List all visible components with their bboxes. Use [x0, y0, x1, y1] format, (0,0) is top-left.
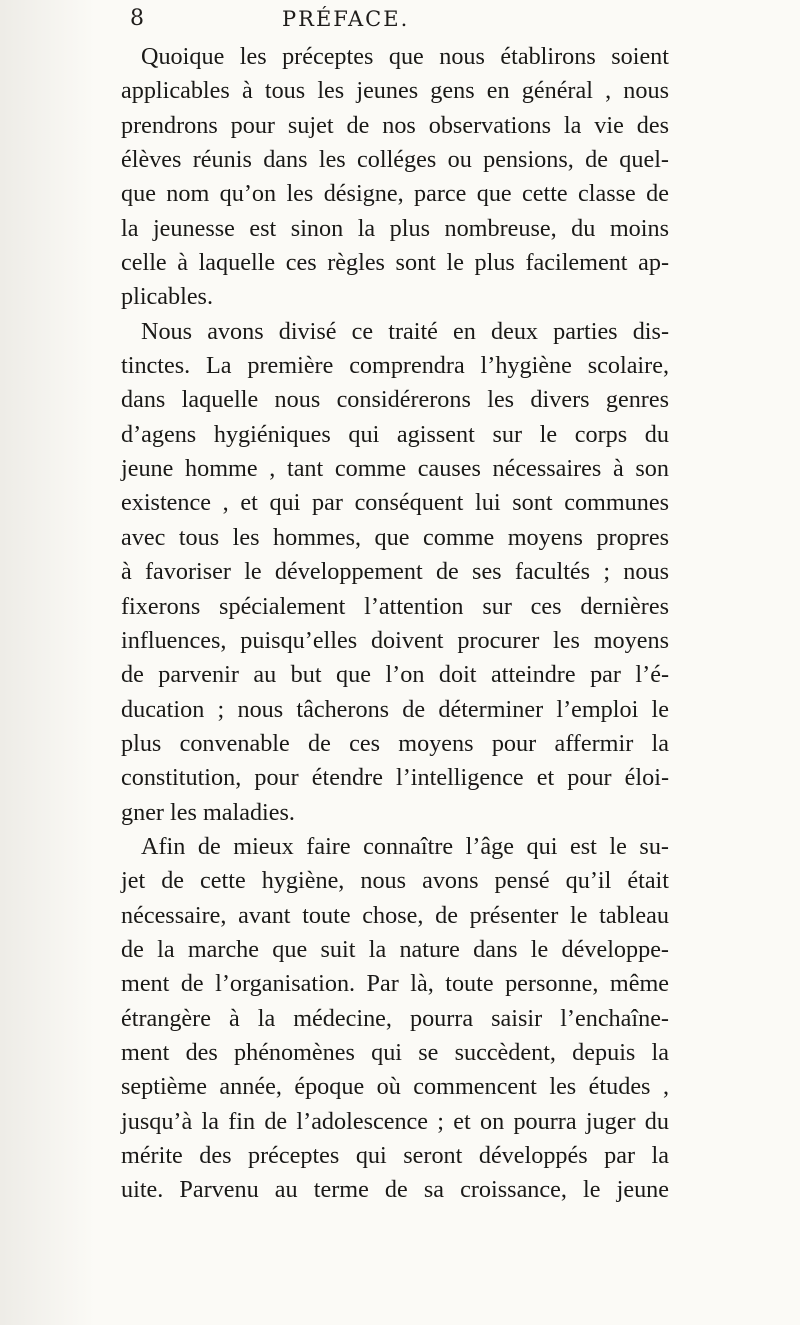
- text-line: dans laquelle nous considérerons les divers genres: [121, 386, 669, 414]
- text-line: la jeunesse est sinon la plus nombreuse, du moins: [121, 214, 669, 242]
- text-line: ducation ; nous tâcherons de déterminer l’emploi le: [121, 695, 669, 723]
- text-line: mérite des préceptes qui seront développés par la: [121, 1142, 669, 1169]
- text-line: étrangère à la médecine, pourra saisir l’enchaîne-: [121, 1004, 669, 1032]
- text-line: uite. Parvenu au terme de sa croissance, le jeune: [121, 1176, 669, 1204]
- text-line: prendrons pour sujet de nos observations la vie des: [121, 111, 669, 139]
- text-line: d’agens hygiéniques qui agissent sur le corps du: [121, 420, 669, 448]
- page-gutter-shadow: [0, 0, 95, 1325]
- running-head: [0, 2, 800, 34]
- text-line: Afin de mieux faire connaître l’âge qui est le su-: [141, 832, 669, 860]
- text-line: de parvenir au but que l’on doit atteindre par l’é-: [121, 661, 669, 689]
- text-line: plicables.: [121, 283, 214, 311]
- header-title: PRÉFACE.: [282, 7, 410, 31]
- text-line: septième année, époque où commencent les études ,: [121, 1073, 669, 1101]
- text-line: jet de cette hygiène, nous avons pensé qu’il était: [121, 867, 669, 895]
- text-line: gner les maladies.: [121, 798, 295, 826]
- text-line: jeune homme , tant comme causes nécessaires à son: [121, 455, 669, 483]
- text-line: ment des phénomènes qui se succèdent, depuis la: [121, 1038, 669, 1066]
- text-line: applicables à tous les jeunes gens en général , nous: [121, 77, 669, 105]
- text-line: constitution, pour étendre l’intelligence et pour éloi-: [121, 764, 669, 792]
- text-line: tinctes. La première comprendra l’hygiène scolaire,: [121, 352, 669, 380]
- text-line: élèves réunis dans les colléges ou pensions, de quel-: [121, 146, 669, 174]
- text-line: influences, puisqu’elles doivent procurer les moyens: [121, 626, 669, 654]
- text-line: jusqu’à la fin de l’adolescence ; et on pourra juger du: [121, 1107, 669, 1135]
- text-line: fixerons spécialement l’attention sur ces dernières: [121, 592, 669, 620]
- text-line: ment de l’organisation. Par là, toute personne, même: [121, 970, 669, 998]
- text-line: à favoriser le développement de ses facultés ; nous: [121, 558, 669, 586]
- text-line: Quoique les préceptes que nous établirons soient: [141, 43, 669, 70]
- text-line: celle à laquelle ces règles sont le plus facilement ap-: [121, 249, 669, 277]
- body-text: [121, 40, 669, 1208]
- text-line: Nous avons divisé ce traité en deux parties dis-: [141, 317, 669, 345]
- text-line: nécessaire, avant toute chose, de présenter le tableau: [121, 901, 669, 929]
- text-line: plus convenable de ces moyens pour affermir la: [121, 729, 669, 757]
- page-number: 8: [130, 6, 144, 31]
- text-line: que nom qu’on les désigne, parce que cette classe de: [121, 180, 669, 208]
- text-line: avec tous les hommes, que comme moyens propres: [121, 523, 669, 551]
- text-line: de la marche que suit la nature dans le développe-: [121, 935, 669, 963]
- text-line: existence , et qui par conséquent lui sont communes: [121, 489, 669, 517]
